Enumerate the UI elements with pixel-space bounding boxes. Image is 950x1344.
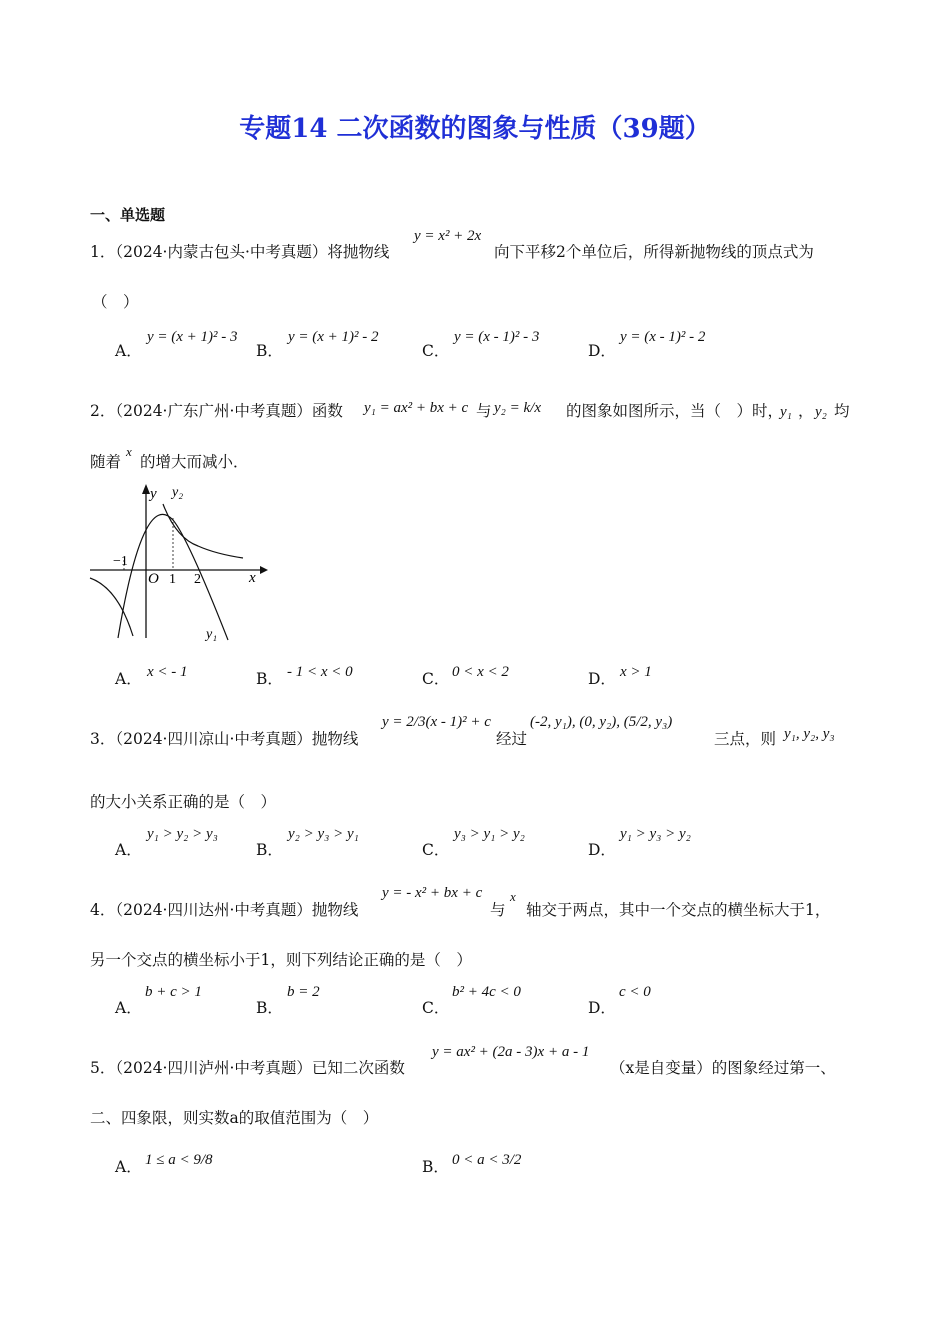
- q2-formula-y2: y₂ = k/x: [494, 400, 541, 416]
- q2-option-a-label[interactable]: A．: [115, 670, 142, 688]
- q1-stem-tail: 向下平移2个单位后，所得新抛物线的顶点式为: [494, 243, 814, 261]
- q4-option-c-label[interactable]: C．: [422, 999, 450, 1017]
- x-axis-arrow: [260, 566, 268, 574]
- q2-line2b: 的增大而减小．: [140, 453, 249, 471]
- graph-y-label: y: [150, 486, 157, 502]
- q5-line2: 二、四象限，则实数a的取值范围为（ ）: [90, 1109, 379, 1127]
- q3-option-c-label[interactable]: C．: [422, 841, 450, 859]
- q1-stem: 1．（2024·内蒙古包头·中考真题）将抛物线: [90, 243, 390, 261]
- q5-stem-tail: （x是自变量）的图象经过第一、: [610, 1059, 836, 1077]
- q1-option-b[interactable]: y = (x + 1)² - 2: [288, 329, 379, 345]
- hyperbola-y2-branch-1: [163, 504, 243, 558]
- q4-option-a-label[interactable]: A．: [115, 999, 142, 1017]
- q4-stem-tail: 轴交于两点，其中一个交点的横坐标大于1，: [526, 901, 831, 919]
- q1-option-b-label[interactable]: B．: [256, 342, 283, 360]
- q2-stem: 2．（2024·广东广州·中考真题）函数: [90, 402, 343, 420]
- q2-option-d[interactable]: x > 1: [620, 664, 652, 680]
- q5-option-b-label[interactable]: B．: [422, 1158, 449, 1176]
- q2-conj: 与: [476, 402, 492, 420]
- section-heading: 一、单选题: [90, 206, 166, 224]
- q3-points: (-2, y₁), (0, y₂), (5/2, y₃): [530, 714, 673, 730]
- q3-option-b-label[interactable]: B．: [256, 841, 283, 859]
- y-axis-arrow: [142, 484, 150, 494]
- graph-tick-neg1: −1: [113, 554, 128, 569]
- hyperbola-y2-branch-2: [90, 578, 133, 636]
- graph-y1-label: y₁: [206, 627, 218, 642]
- q3-vars: y₁, y₂, y₃: [784, 726, 835, 742]
- q2-var-y2: y₂: [815, 404, 827, 420]
- graph-origin-label: O: [148, 571, 159, 587]
- q3-option-d-label[interactable]: D．: [588, 841, 616, 859]
- graph-tick-2: 2: [194, 572, 201, 587]
- q4-option-b[interactable]: b = 2: [287, 984, 320, 1000]
- q1-option-c-label[interactable]: C．: [422, 342, 450, 360]
- q1-option-d[interactable]: y = (x - 1)² - 2: [620, 329, 706, 345]
- q2-comma: ，: [798, 402, 814, 420]
- q2-function-graph: [88, 478, 268, 643]
- q1-option-a[interactable]: y = (x + 1)² - 3: [147, 329, 238, 345]
- q4-option-c[interactable]: b² + 4c < 0: [452, 984, 521, 1000]
- q2-var-x: x: [126, 444, 132, 459]
- q5-option-b[interactable]: 0 < a < 3/2: [452, 1152, 522, 1168]
- q5-stem: 5．（2024·四川泸州·中考真题）已知二次函数: [90, 1059, 405, 1077]
- graph-x-label: x: [249, 570, 256, 586]
- q1-option-d-label[interactable]: D．: [588, 342, 616, 360]
- q2-option-d-label[interactable]: D．: [588, 670, 616, 688]
- q3-stem: 3．（2024·四川凉山·中考真题）抛物线: [90, 730, 359, 748]
- page-title: 专题14 二次函数的图象与性质（39题）: [239, 114, 711, 144]
- q2-option-a[interactable]: x < - 1: [147, 664, 188, 680]
- q4-stem: 4．（2024·四川达州·中考真题）抛物线: [90, 901, 359, 919]
- q2-stem-tail: 的图象如图所示，当（ ）时，: [566, 402, 784, 420]
- q3-option-b[interactable]: y₂ > y₃ > y₁: [288, 826, 359, 842]
- q4-var-x: x: [510, 889, 516, 904]
- q5-option-a[interactable]: 1 ≤ a < 9/8: [145, 1152, 213, 1168]
- q3-option-a-label[interactable]: A．: [115, 841, 142, 859]
- q4-line2: 另一个交点的横坐标小于1，则下列结论正确的是（ ）: [90, 951, 472, 969]
- q2-option-b-label[interactable]: B．: [256, 670, 283, 688]
- q2-stem-tail2: 均: [834, 402, 850, 420]
- q2-formula-y1: y₁ = ax² + bx + c: [364, 400, 469, 416]
- graph-tick-1: 1: [169, 572, 176, 587]
- q2-option-c[interactable]: 0 < x < 2: [452, 664, 509, 680]
- q1-formula: y = x² + 2x: [414, 228, 482, 244]
- q2-option-b[interactable]: - 1 < x < 0: [287, 664, 353, 680]
- q4-option-d[interactable]: c < 0: [619, 984, 651, 1000]
- q2-var-y1: y₁: [780, 404, 792, 420]
- q2-option-c-label[interactable]: C．: [422, 670, 450, 688]
- q1-option-c[interactable]: y = (x - 1)² - 3: [454, 329, 540, 345]
- q4-conj: 与: [490, 901, 506, 919]
- q5-formula: y = ax² + (2a - 3)x + a - 1: [432, 1044, 590, 1060]
- q4-option-a[interactable]: b + c > 1: [145, 984, 202, 1000]
- answer-paren: （ ）: [92, 293, 139, 311]
- q5-option-a-label[interactable]: A．: [115, 1158, 142, 1176]
- graph-y2-label: y₂: [172, 485, 184, 500]
- q4-option-b-label[interactable]: B．: [256, 999, 283, 1017]
- q3-conj: 经过: [496, 730, 528, 748]
- q3-option-d[interactable]: y₁ > y₃ > y₂: [620, 826, 691, 842]
- q3-line2: 的大小关系正确的是（ ）: [90, 793, 277, 811]
- q4-option-d-label[interactable]: D．: [588, 999, 616, 1017]
- q4-formula: y = - x² + bx + c: [382, 885, 483, 901]
- q2-line2a: 随着: [90, 453, 122, 471]
- q3-option-c[interactable]: y₃ > y₁ > y₂: [454, 826, 525, 842]
- q3-stem-tail: 三点，则: [714, 730, 777, 748]
- q3-option-a[interactable]: y₁ > y₂ > y₃: [147, 826, 218, 842]
- q3-formula: y = 2/3(x - 1)² + c: [382, 714, 491, 730]
- q1-option-a-label[interactable]: A．: [115, 342, 142, 360]
